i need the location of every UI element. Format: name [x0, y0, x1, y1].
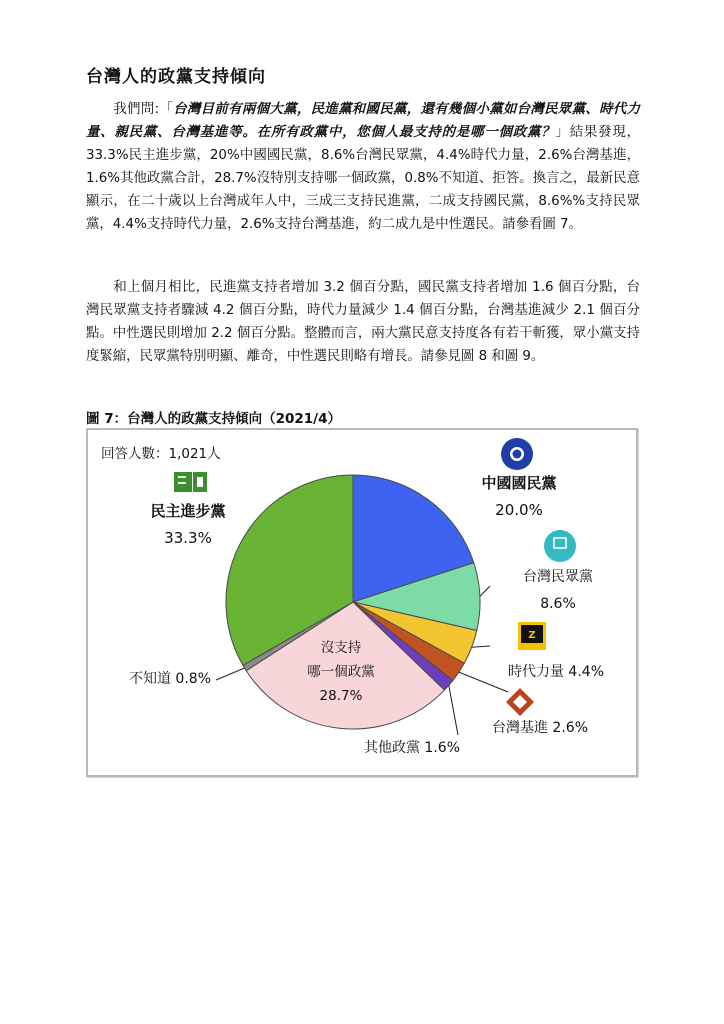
pie-chart — [88, 430, 636, 775]
paragraph-1-lead: 我們問:「 — [113, 102, 174, 117]
leader-line-0 — [480, 586, 490, 596]
kmt-logo-icon — [501, 438, 533, 470]
dunno-label: 不知道 0.8% — [128, 671, 212, 687]
paragraph-1 — [86, 98, 640, 236]
tsp-logo-icon — [506, 688, 534, 716]
kmt-pct: 20.0% — [495, 501, 543, 519]
kmt-label: 中國國民黨 — [481, 474, 557, 492]
tpp-pct: 8.6% — [540, 596, 576, 612]
other-label: 其他政黨 1.6% — [363, 740, 461, 756]
section-heading: 台灣人的政黨支持傾向 — [86, 67, 266, 87]
leader-line-1 — [472, 646, 490, 647]
survey-question: 台灣目前有兩個大黨，民進黨和國民黨，還有幾個小黨如台灣民眾黨、時代力量、親民黨、台灣基進等。在所有政黨中，您個人最支持的是哪一個政黨？ — [86, 102, 641, 140]
leader-line-4 — [216, 668, 245, 680]
npp-logo-icon — [518, 622, 546, 650]
tpp-label: 台灣民眾黨 — [523, 569, 593, 585]
paragraph-1-results: 」結果發現，33.3%民主進步黨，20%中國國民黨，8.6%台灣民眾黨，4.4%時代力量，2.6%台灣基進，1.6%其他政黨合計，28.7%沒特別支持哪一個政黨，0.8%不知道、拒答。換言之，最新民意顯示，在二十歲以上台灣成年人中，三成三支持民進黨，二成支持國民黨，8.6%%支持民眾黨，4.4%支持時代力量，2.6%支持台灣基進，約二成九是中性選民。請參看圖 7。 — [86, 125, 641, 232]
paragraph-2-text: 和上個月相比，民進黨支持者增加 3.2 個百分點，國民黨支持者增加 1.6 個百分點，台灣民眾黨支持者驟減 4.2 個百分點，時代力量減少 1.4 個百分點，台灣基進減少 2.1 個百分點。中性選民則增加 2.2 個百分點。整體而言，兩大黨民意支持度各有若干斬獲，眾小黨支持度緊縮，民眾黨特別明顯、離奇，中性選民則略有增長。請參見圖 8 和圖 9。 — [86, 280, 640, 364]
none-label-line1: 沒支持 — [320, 640, 362, 656]
figure-caption: 圖 7：台灣人的政黨支持傾向（2021/4） — [86, 411, 341, 427]
tpp-logo-icon — [544, 530, 576, 562]
dpp-logo-icon — [174, 472, 207, 492]
leader-line-2 — [459, 672, 508, 692]
dpp-pct: 33.3% — [164, 529, 212, 547]
svg-text:Z: Z — [528, 630, 536, 641]
none-pct: 28.7% — [319, 688, 363, 704]
tsp-label: 台灣基進 2.6% — [491, 720, 589, 736]
none-label-line2: 哪一個政黨 — [307, 664, 375, 680]
pie-chart-frame — [86, 428, 638, 777]
dpp-label: 民主進步黨 — [150, 502, 226, 520]
respondents-label: 回答人數：1,021人 — [101, 446, 221, 462]
leader-line-3 — [449, 685, 458, 735]
paragraph-2 — [86, 276, 640, 368]
npp-label: 時代力量 4.4% — [507, 664, 605, 680]
